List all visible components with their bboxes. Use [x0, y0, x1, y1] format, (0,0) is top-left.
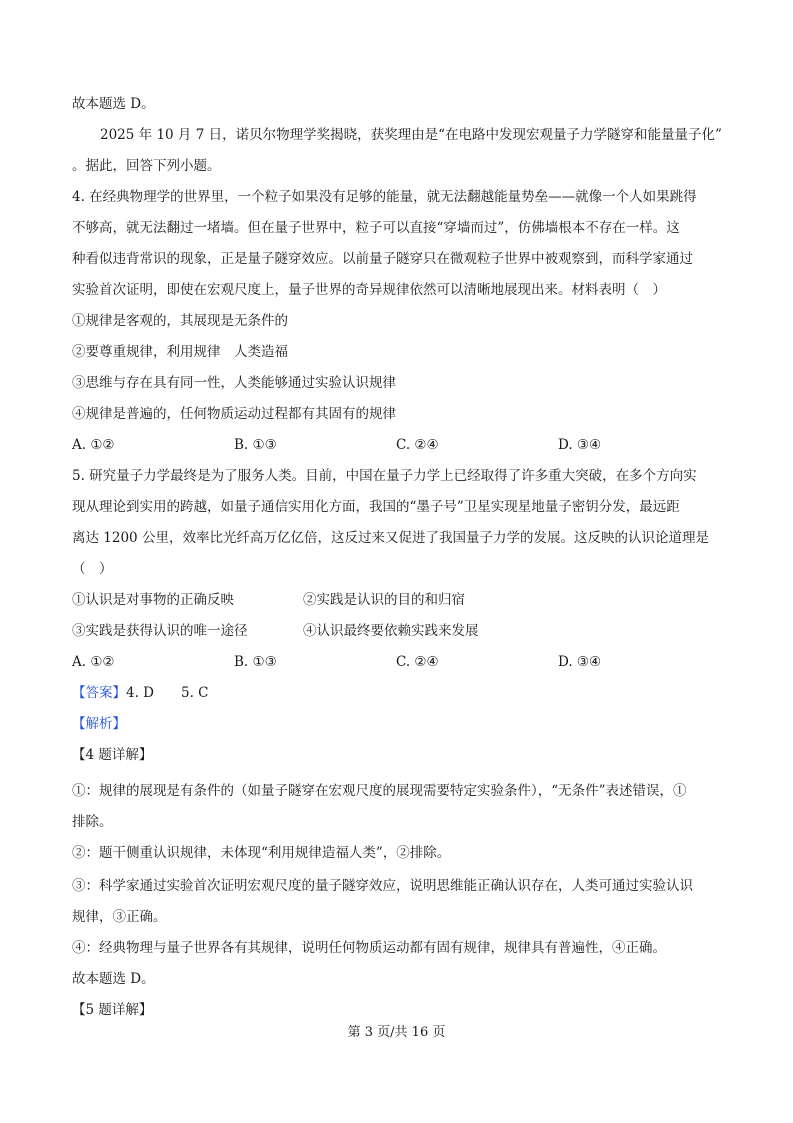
q4-option-b: B. ①③ [234, 437, 277, 453]
q5-statement-4: ④认识最终要依赖实践来发展 [303, 623, 479, 639]
q4-explain-4: ④：经典物理与量子世界各有其规律，说明任何物质运动都有固有规律，规律具有普遍性，④正确。 [72, 940, 666, 956]
material-intro: 2025 年 10 月 7 日，诺贝尔物理学奖揭晓，获奖理由是“在电路中发现宏观量子力学隧穿和能量量子化” [100, 127, 722, 143]
q4-option-c: C. ②④ [396, 437, 439, 453]
q4-stem-2: 不够高，就无法翻过一堵墙。但在量子世界中，粒子可以直接“穿墙而过”，仿佛墙根本不存在一样。这 [72, 220, 680, 236]
q4-statement-3: ③思维与存在具有同一性，人类能够通过实验认识规律 [72, 375, 396, 391]
q4-detail-heading: 【4 题详解】 [72, 747, 153, 763]
q4-explain-3b: 规律，③正确。 [72, 909, 167, 925]
line-conclusion-prev: 故本题选 D。 [72, 96, 155, 112]
material-intro-cont: 。据此，回答下列小题。 [72, 158, 221, 174]
q4-stem-3: 种看似违背常识的现象，正是量子隧穿效应。以前量子隧穿只在微观粒子世界中被观察到，而科学家通过 [72, 251, 693, 267]
q4-explain-1b: 排除。 [72, 814, 113, 830]
answer-label: 【答案】 [72, 685, 126, 701]
q5-stem-3: 离达 1200 公里，效率比光纤高万亿亿倍，这反过来又促进了我国量子力学的发展。这反映的认识论道理是 [72, 530, 709, 546]
answer-line [72, 683, 209, 703]
q4-stem-1: 4. 在经典物理学的世界里，一个粒子如果没有足够的能量，就无法翻越能量势垒——就像一个人如果跳得 [72, 189, 697, 205]
q5-statement-3: ③实践是获得认识的唯一途径 [72, 623, 248, 639]
q4-option-d: D. ③④ [558, 437, 602, 453]
q4-explain-3a: ③：科学家通过实验首次证明宏观尺度的量子隧穿效应，说明思维能正确认识存在，人类可通过实验认识 [72, 878, 693, 894]
page-footer: 第 3 页/共 16 页 [347, 1025, 446, 1040]
q4-option-a: A. ①② [72, 437, 115, 453]
q5-option-b: B. ①③ [234, 654, 277, 670]
q5-option-c: C. ②④ [396, 654, 439, 670]
q5-option-d: D. ③④ [558, 654, 602, 670]
q4-statement-1: ①规律是客观的，其展现是无条件的 [72, 313, 288, 329]
q4-stem-4: 实验首次证明，即使在宏观尺度上，量子世界的奇异规律依然可以清晰地展现出来。材料表明（ ） [72, 282, 666, 298]
q5-statement-2: ②实践是认识的目的和归宿 [303, 592, 465, 608]
q5-stem-1: 5. 研究量子力学最终是为了服务人类。目前，中国在量子力学上已经取得了许多重大突破，在多个方向实 [72, 468, 697, 484]
q4-explain-2: ②：题干侧重认识规律，未体现“利用规律造福人类”，②排除。 [72, 845, 451, 861]
q5-stem-2: 现从理论到实用的跨越，如量子通信实用化方面，我国的“墨子号”卫星实现星地量子密钥分发，最远距 [72, 499, 680, 515]
q5-detail-heading: 【5 题详解】 [72, 1002, 153, 1018]
q4-explain-1a: ①：规律的展现是有条件的（如量子隧穿在宏观尺度的展现需要特定实验条件），“无条件”表述错误，① [72, 783, 687, 799]
analysis-label: 【解析】 [72, 716, 126, 732]
q4-statement-2: ②要尊重规律，利用规律 人类造福 [72, 344, 288, 360]
q4-conclusion: 故本题选 D。 [72, 971, 155, 987]
q5-stem-4: （ ） [72, 561, 113, 577]
q5-option-a: A. ①② [72, 654, 115, 670]
answer-text: 4. D 5. C [126, 685, 209, 701]
q5-statement-1: ①认识是对事物的正确反映 [72, 592, 234, 608]
q4-statement-4: ④规律是普遍的，任何物质运动过程都有其固有的规律 [72, 406, 396, 422]
